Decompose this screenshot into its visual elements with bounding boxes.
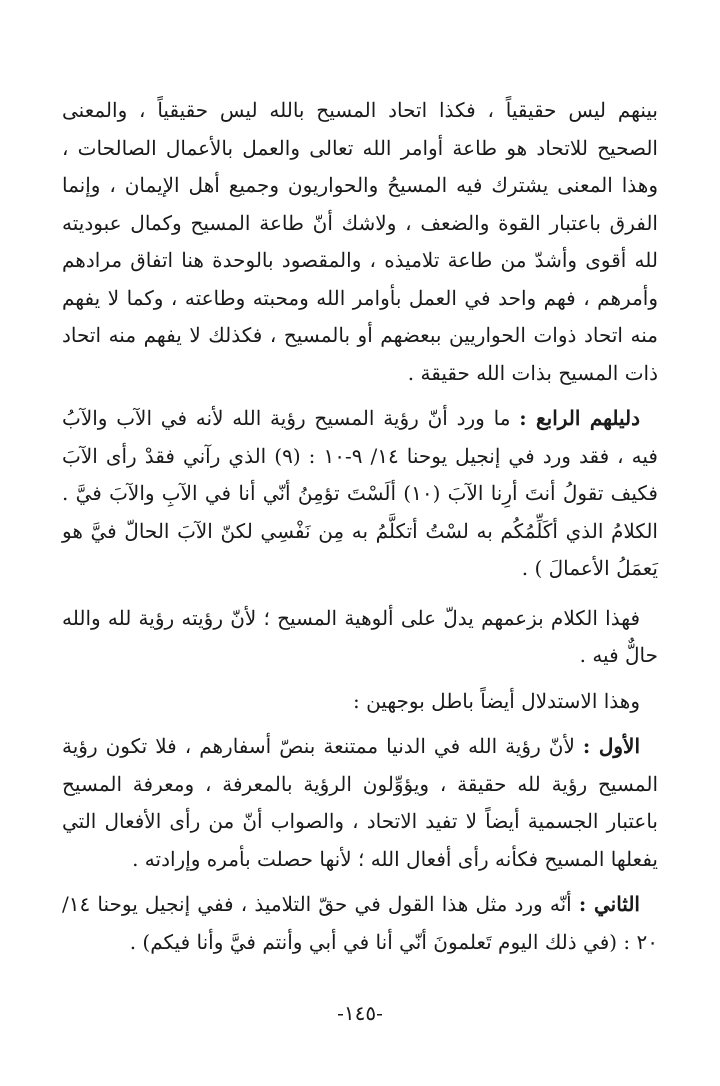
paragraph-2-body: ما ورد أنّ رؤية المسيح رؤية الله لأنه في الآب والآبُ فيه ، فقد ورد في إنجيل يوحنا ١٤/ ٩-١٠ : (٩) الذي رآني فقدْ رأى الآبَ فكيف تقولُ أنتَ أرِنا الآبَ (١٠) ألَسْتَ تؤمِنُ أنّي أنا في الآبِ والآبَ فيَّ . الكلامُ الذي أكَلِّمُكُم به لسْتُ أتكلَّمُ به مِن نَفْسِي لكنّ الآبَ الحالّ فيَّ هو يَعمَلُ الأعمالَ ) .	[62, 406, 658, 580]
paragraph-6-heading: الثاني :	[578, 892, 640, 916]
paragraph-4: وهذا الاستدلال أيضاً باطل بوجهين :	[352, 688, 640, 713]
paragraph-6	[62, 886, 658, 961]
paragraph-2-heading: دليلهم الرابع :	[519, 406, 641, 430]
paragraph-5-body: لأنّ رؤية الله في الدنيا ممتنعة بنصّ أسفارهم ، فلا تكون رؤية المسيح رؤية لله حقيقة ، ويؤوِّلون الرؤية بالمعرفة ، ومعرفة المسيح باعتبار الجسمية أيضاً لا تفيد الاتحاد ، والصواب أنّ من رأى الأفعال التي يفعلها المسيح فكأنه رأى أفعال الله ؛ لأنها حصلت بأمره وإرادته .	[62, 734, 658, 871]
paragraph-5-heading: الأول :	[582, 734, 641, 758]
paragraph-2	[62, 400, 658, 588]
paragraph-3: فهذا الكلام بزعمهم يدلّ على ألوهية المسيح ؛ لأنّ رؤيته رؤية لله والله حالٌّ فيه .	[62, 605, 658, 667]
paragraph-5	[62, 728, 658, 878]
page-number: -١٤٥-	[337, 1001, 383, 1025]
document-page	[62, 92, 658, 992]
paragraph-1: بينهم ليس حقيقياً ، فكذا اتحاد المسيح بالله ليس حقيقياً ، والمعنى الصحيح للاتحاد هو طاعة أوامر الله تعالى والعمل بالأعمال الصالحات ، وهذا المعنى يشترك فيه المسيحُ والحواريون وجميع أهل الإيمان ، وإنما الفرق باعتبار القوة والضعف ، ولاشك أنّ طاعة المسيح وكمال عبوديته لله أقوى وأشدّ من طاعة تلاميذه ، والمقصود بالوحدة هنا اتفاق مرادهم وأمرهم ، فهم واحد في العمل بأوامر الله ومحبته وطاعته ، وكما لا يفهم منه اتحاد ذوات الحواريين ببعضهم أو بالمسيح ، فكذلك لا يفهم منه اتحاد ذات المسيح بذات الله حقيقة .	[62, 98, 658, 385]
paragraph-6-body: أنّه ورد مثل هذا القول في حقّ التلاميذ ، ففي إنجيل يوحنا ١٤/ ٢٠ : (في ذلك اليوم تَعلمونَ أنّي أنا في أبي وأنتم فيَّ وأنا فيكم) .	[62, 892, 658, 954]
